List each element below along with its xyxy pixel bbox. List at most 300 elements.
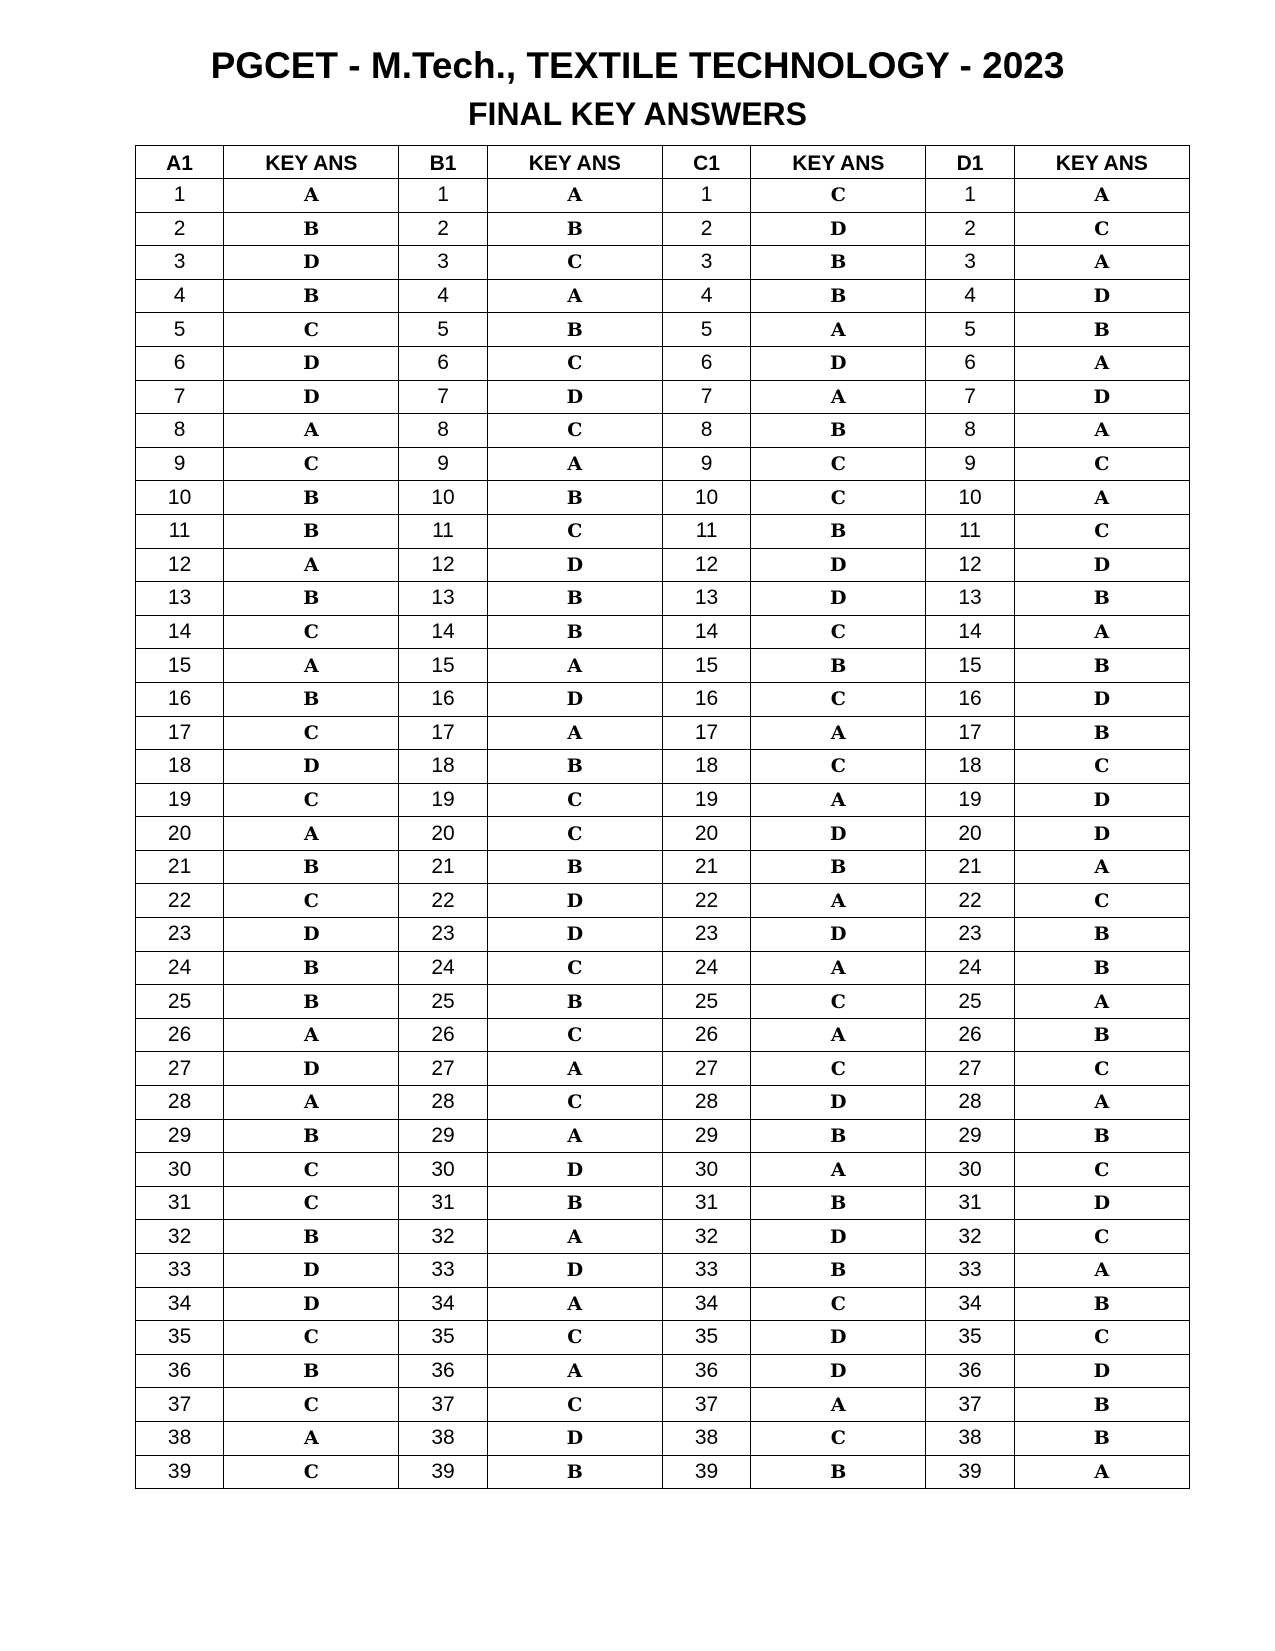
- question-number-b1: 23: [399, 918, 487, 952]
- question-number-c1: 3: [662, 246, 750, 280]
- question-number-b1: 5: [399, 313, 487, 347]
- question-number-b1: 35: [399, 1321, 487, 1355]
- question-number-d1: 2: [926, 212, 1014, 246]
- key-answer-c1: C: [751, 481, 926, 515]
- question-number-b1: 8: [399, 414, 487, 448]
- question-number-d1: 23: [926, 918, 1014, 952]
- key-answer-d1: B: [1014, 649, 1189, 683]
- key-answer-b1: B: [487, 750, 662, 784]
- question-number-a1: 34: [136, 1287, 224, 1321]
- question-number-b1: 18: [399, 750, 487, 784]
- question-number-b1: 25: [399, 985, 487, 1019]
- header-set-b1: B1: [399, 146, 487, 179]
- question-number-a1: 35: [136, 1321, 224, 1355]
- question-number-a1: 5: [136, 313, 224, 347]
- key-answer-b1: D: [487, 548, 662, 582]
- key-answer-d1: A: [1014, 1086, 1189, 1120]
- table-row: [136, 279, 1190, 313]
- key-answer-d1: D: [1014, 783, 1189, 817]
- key-answer-b1: D: [487, 918, 662, 952]
- question-number-c1: 4: [662, 279, 750, 313]
- table-row: [136, 380, 1190, 414]
- question-number-c1: 38: [662, 1421, 750, 1455]
- key-answer-b1: C: [487, 246, 662, 280]
- key-answer-c1: A: [751, 783, 926, 817]
- question-number-a1: 15: [136, 649, 224, 683]
- key-answer-a1: B: [224, 1220, 399, 1254]
- key-answer-d1: B: [1014, 313, 1189, 347]
- question-number-b1: 9: [399, 447, 487, 481]
- question-number-b1: 21: [399, 850, 487, 884]
- question-number-d1: 12: [926, 548, 1014, 582]
- header-key-ans-a1: KEY ANS: [224, 146, 399, 179]
- question-number-d1: 28: [926, 1086, 1014, 1120]
- key-answer-b1: A: [487, 1052, 662, 1086]
- question-number-a1: 11: [136, 514, 224, 548]
- key-answer-d1: A: [1014, 1254, 1189, 1288]
- key-answer-c1: D: [751, 212, 926, 246]
- key-answer-a1: A: [224, 1018, 399, 1052]
- key-answer-b1: C: [487, 346, 662, 380]
- key-answer-b1: C: [487, 1018, 662, 1052]
- key-answer-d1: C: [1014, 750, 1189, 784]
- question-number-b1: 2: [399, 212, 487, 246]
- question-number-a1: 14: [136, 615, 224, 649]
- key-answer-a1: B: [224, 514, 399, 548]
- key-answer-a1: C: [224, 313, 399, 347]
- key-answer-d1: D: [1014, 817, 1189, 851]
- question-number-c1: 28: [662, 1086, 750, 1120]
- question-number-c1: 14: [662, 615, 750, 649]
- key-answer-d1: B: [1014, 918, 1189, 952]
- key-answer-a1: D: [224, 346, 399, 380]
- table-row: [136, 548, 1190, 582]
- key-answer-c1: C: [751, 750, 926, 784]
- table-row: [136, 1354, 1190, 1388]
- question-number-d1: 30: [926, 1153, 1014, 1187]
- table-row: [136, 1254, 1190, 1288]
- key-answer-c1: B: [751, 279, 926, 313]
- question-number-a1: 2: [136, 212, 224, 246]
- table-row: [136, 1052, 1190, 1086]
- key-answer-c1: A: [751, 716, 926, 750]
- question-number-d1: 31: [926, 1186, 1014, 1220]
- key-answer-c1: B: [751, 850, 926, 884]
- question-number-a1: 37: [136, 1388, 224, 1422]
- question-number-a1: 31: [136, 1186, 224, 1220]
- question-number-c1: 22: [662, 884, 750, 918]
- question-number-a1: 30: [136, 1153, 224, 1187]
- header-key-ans-c1: KEY ANS: [751, 146, 926, 179]
- question-number-a1: 25: [136, 985, 224, 1019]
- table-row: [136, 750, 1190, 784]
- key-answer-d1: C: [1014, 1220, 1189, 1254]
- key-answer-d1: A: [1014, 615, 1189, 649]
- key-answer-a1: B: [224, 1119, 399, 1153]
- key-answer-b1: C: [487, 817, 662, 851]
- question-number-d1: 29: [926, 1119, 1014, 1153]
- key-answer-d1: A: [1014, 985, 1189, 1019]
- question-number-d1: 6: [926, 346, 1014, 380]
- key-answer-a1: B: [224, 951, 399, 985]
- question-number-d1: 13: [926, 582, 1014, 616]
- key-answer-a1: B: [224, 985, 399, 1019]
- question-number-b1: 12: [399, 548, 487, 582]
- question-number-c1: 27: [662, 1052, 750, 1086]
- key-answer-b1: B: [487, 313, 662, 347]
- question-number-a1: 13: [136, 582, 224, 616]
- table-row: [136, 212, 1190, 246]
- key-answer-b1: C: [487, 1086, 662, 1120]
- key-answer-c1: D: [751, 817, 926, 851]
- key-answer-c1: D: [751, 1354, 926, 1388]
- question-number-a1: 28: [136, 1086, 224, 1120]
- question-number-c1: 32: [662, 1220, 750, 1254]
- key-answer-d1: B: [1014, 716, 1189, 750]
- key-answer-a1: A: [224, 414, 399, 448]
- question-number-b1: 17: [399, 716, 487, 750]
- question-number-d1: 8: [926, 414, 1014, 448]
- key-answer-b1: C: [487, 1388, 662, 1422]
- table-row: [136, 1455, 1190, 1489]
- question-number-b1: 3: [399, 246, 487, 280]
- question-number-c1: 13: [662, 582, 750, 616]
- key-answer-b1: B: [487, 985, 662, 1019]
- question-number-b1: 7: [399, 380, 487, 414]
- question-number-c1: 8: [662, 414, 750, 448]
- key-answer-d1: B: [1014, 1287, 1189, 1321]
- table-row: [136, 1287, 1190, 1321]
- question-number-a1: 33: [136, 1254, 224, 1288]
- key-answer-c1: D: [751, 918, 926, 952]
- question-number-c1: 19: [662, 783, 750, 817]
- question-number-c1: 20: [662, 817, 750, 851]
- question-number-b1: 33: [399, 1254, 487, 1288]
- question-number-d1: 14: [926, 615, 1014, 649]
- question-number-c1: 29: [662, 1119, 750, 1153]
- key-answer-d1: C: [1014, 1153, 1189, 1187]
- key-answer-a1: A: [224, 649, 399, 683]
- header-set-c1: C1: [662, 146, 750, 179]
- table-row: [136, 1421, 1190, 1455]
- key-answer-a1: C: [224, 615, 399, 649]
- key-answer-b1: B: [487, 850, 662, 884]
- table-row: [136, 1186, 1190, 1220]
- key-answer-a1: C: [224, 447, 399, 481]
- question-number-b1: 28: [399, 1086, 487, 1120]
- question-number-a1: 39: [136, 1455, 224, 1489]
- question-number-d1: 15: [926, 649, 1014, 683]
- key-answer-d1: C: [1014, 447, 1189, 481]
- question-number-a1: 6: [136, 346, 224, 380]
- key-answer-a1: B: [224, 279, 399, 313]
- table-row: [136, 1153, 1190, 1187]
- table-row: [136, 1321, 1190, 1355]
- question-number-b1: 10: [399, 481, 487, 515]
- question-number-a1: 17: [136, 716, 224, 750]
- question-number-d1: 32: [926, 1220, 1014, 1254]
- key-answer-b1: D: [487, 1421, 662, 1455]
- key-answer-b1: A: [487, 1287, 662, 1321]
- key-answer-b1: A: [487, 1220, 662, 1254]
- key-answer-d1: B: [1014, 1018, 1189, 1052]
- page-subtitle: FINAL KEY ANSWERS: [468, 96, 807, 132]
- question-number-b1: 31: [399, 1186, 487, 1220]
- table-row: [136, 649, 1190, 683]
- key-answer-c1: A: [751, 1018, 926, 1052]
- question-number-c1: 18: [662, 750, 750, 784]
- question-number-b1: 38: [399, 1421, 487, 1455]
- question-number-a1: 12: [136, 548, 224, 582]
- table-row: [136, 246, 1190, 280]
- question-number-c1: 15: [662, 649, 750, 683]
- question-number-c1: 33: [662, 1254, 750, 1288]
- question-number-d1: 24: [926, 951, 1014, 985]
- key-answer-c1: B: [751, 1119, 926, 1153]
- header-key-ans-b1: KEY ANS: [487, 146, 662, 179]
- question-number-b1: 14: [399, 615, 487, 649]
- key-answer-b1: A: [487, 716, 662, 750]
- key-answer-b1: A: [487, 1354, 662, 1388]
- key-answer-a1: C: [224, 1388, 399, 1422]
- key-answer-a1: C: [224, 783, 399, 817]
- key-answer-d1: B: [1014, 1119, 1189, 1153]
- key-answer-a1: A: [224, 179, 399, 213]
- key-answer-a1: C: [224, 716, 399, 750]
- key-answer-a1: A: [224, 548, 399, 582]
- key-answer-d1: B: [1014, 951, 1189, 985]
- question-number-a1: 22: [136, 884, 224, 918]
- key-answer-a1: D: [224, 918, 399, 952]
- question-number-a1: 24: [136, 951, 224, 985]
- question-number-a1: 9: [136, 447, 224, 481]
- answer-key-body: [136, 179, 1190, 1489]
- key-answer-b1: A: [487, 1119, 662, 1153]
- key-answer-b1: C: [487, 514, 662, 548]
- key-answer-d1: C: [1014, 884, 1189, 918]
- question-number-d1: 18: [926, 750, 1014, 784]
- question-number-d1: 5: [926, 313, 1014, 347]
- question-number-a1: 27: [136, 1052, 224, 1086]
- key-answer-a1: A: [224, 817, 399, 851]
- question-number-c1: 31: [662, 1186, 750, 1220]
- question-number-a1: 20: [136, 817, 224, 851]
- question-number-b1: 6: [399, 346, 487, 380]
- question-number-b1: 19: [399, 783, 487, 817]
- table-row: [136, 447, 1190, 481]
- key-answer-c1: A: [751, 951, 926, 985]
- key-answer-a1: B: [224, 582, 399, 616]
- key-answer-b1: B: [487, 582, 662, 616]
- table-row: [136, 1388, 1190, 1422]
- key-answer-d1: B: [1014, 582, 1189, 616]
- question-number-c1: 12: [662, 548, 750, 582]
- key-answer-a1: D: [224, 1287, 399, 1321]
- key-answer-c1: B: [751, 1254, 926, 1288]
- question-number-a1: 16: [136, 682, 224, 716]
- key-answer-b1: C: [487, 414, 662, 448]
- question-number-d1: 27: [926, 1052, 1014, 1086]
- question-number-b1: 20: [399, 817, 487, 851]
- key-answer-d1: A: [1014, 346, 1189, 380]
- key-answer-c1: B: [751, 514, 926, 548]
- key-answer-c1: B: [751, 414, 926, 448]
- key-answer-a1: C: [224, 1455, 399, 1489]
- key-answer-a1: D: [224, 1254, 399, 1288]
- key-answer-d1: A: [1014, 414, 1189, 448]
- question-number-d1: 1: [926, 179, 1014, 213]
- question-number-c1: 1: [662, 179, 750, 213]
- key-answer-d1: D: [1014, 682, 1189, 716]
- question-number-a1: 19: [136, 783, 224, 817]
- question-number-c1: 6: [662, 346, 750, 380]
- key-answer-d1: C: [1014, 212, 1189, 246]
- question-number-c1: 36: [662, 1354, 750, 1388]
- key-answer-c1: D: [751, 1220, 926, 1254]
- table-row: [136, 1220, 1190, 1254]
- header-set-d1: D1: [926, 146, 1014, 179]
- question-number-b1: 34: [399, 1287, 487, 1321]
- key-answer-a1: B: [224, 212, 399, 246]
- key-answer-b1: A: [487, 179, 662, 213]
- question-number-d1: 21: [926, 850, 1014, 884]
- question-number-c1: 2: [662, 212, 750, 246]
- question-number-b1: 15: [399, 649, 487, 683]
- key-answer-d1: D: [1014, 1354, 1189, 1388]
- key-answer-c1: D: [751, 346, 926, 380]
- question-number-d1: 38: [926, 1421, 1014, 1455]
- question-number-b1: 27: [399, 1052, 487, 1086]
- question-number-d1: 19: [926, 783, 1014, 817]
- question-number-b1: 29: [399, 1119, 487, 1153]
- table-row: [136, 951, 1190, 985]
- key-answer-c1: D: [751, 582, 926, 616]
- question-number-c1: 26: [662, 1018, 750, 1052]
- question-number-a1: 1: [136, 179, 224, 213]
- question-number-c1: 10: [662, 481, 750, 515]
- key-answer-c1: C: [751, 985, 926, 1019]
- key-answer-b1: D: [487, 380, 662, 414]
- page-title: PGCET - M.Tech., TEXTILE TECHNOLOGY - 2023: [210, 45, 1065, 86]
- table-row: [136, 783, 1190, 817]
- question-number-b1: 32: [399, 1220, 487, 1254]
- key-answer-c1: C: [751, 179, 926, 213]
- table-row: [136, 514, 1190, 548]
- question-number-d1: 11: [926, 514, 1014, 548]
- key-answer-b1: C: [487, 1321, 662, 1355]
- question-number-c1: 5: [662, 313, 750, 347]
- answer-key-table: [135, 145, 1190, 1489]
- header-key-ans-d1: KEY ANS: [1014, 146, 1189, 179]
- key-answer-b1: A: [487, 447, 662, 481]
- key-answer-d1: A: [1014, 481, 1189, 515]
- question-number-a1: 23: [136, 918, 224, 952]
- key-answer-b1: B: [487, 1186, 662, 1220]
- key-answer-c1: A: [751, 1388, 926, 1422]
- key-answer-a1: C: [224, 1153, 399, 1187]
- key-answer-b1: D: [487, 1153, 662, 1187]
- question-number-d1: 7: [926, 380, 1014, 414]
- key-answer-c1: B: [751, 1186, 926, 1220]
- key-answer-d1: D: [1014, 1186, 1189, 1220]
- key-answer-b1: B: [487, 212, 662, 246]
- key-answer-b1: A: [487, 649, 662, 683]
- table-row: [136, 582, 1190, 616]
- table-row: [136, 985, 1190, 1019]
- question-number-d1: 26: [926, 1018, 1014, 1052]
- question-number-d1: 22: [926, 884, 1014, 918]
- key-answer-a1: B: [224, 850, 399, 884]
- key-answer-d1: C: [1014, 1321, 1189, 1355]
- question-number-b1: 16: [399, 682, 487, 716]
- table-row: [136, 1119, 1190, 1153]
- key-answer-a1: D: [224, 380, 399, 414]
- table-row: [136, 682, 1190, 716]
- table-row: [136, 313, 1190, 347]
- question-number-b1: 36: [399, 1354, 487, 1388]
- question-number-c1: 34: [662, 1287, 750, 1321]
- question-number-c1: 7: [662, 380, 750, 414]
- question-number-b1: 30: [399, 1153, 487, 1187]
- question-number-d1: 35: [926, 1321, 1014, 1355]
- question-number-a1: 26: [136, 1018, 224, 1052]
- key-answer-c1: B: [751, 246, 926, 280]
- table-row: [136, 850, 1190, 884]
- key-answer-c1: C: [751, 447, 926, 481]
- question-number-b1: 24: [399, 951, 487, 985]
- question-number-d1: 10: [926, 481, 1014, 515]
- question-number-d1: 3: [926, 246, 1014, 280]
- table-row: [136, 817, 1190, 851]
- key-answer-c1: C: [751, 1421, 926, 1455]
- key-answer-b1: D: [487, 884, 662, 918]
- question-number-b1: 11: [399, 514, 487, 548]
- table-row: [136, 179, 1190, 213]
- table-row: [136, 918, 1190, 952]
- key-answer-b1: B: [487, 615, 662, 649]
- key-answer-a1: A: [224, 1086, 399, 1120]
- question-number-a1: 29: [136, 1119, 224, 1153]
- question-number-c1: 23: [662, 918, 750, 952]
- question-number-c1: 9: [662, 447, 750, 481]
- table-row: [136, 481, 1190, 515]
- question-number-b1: 37: [399, 1388, 487, 1422]
- question-number-a1: 36: [136, 1354, 224, 1388]
- key-answer-b1: C: [487, 951, 662, 985]
- table-header-row: [136, 146, 1190, 179]
- key-answer-d1: D: [1014, 380, 1189, 414]
- table-row: [136, 716, 1190, 750]
- question-number-b1: 39: [399, 1455, 487, 1489]
- key-answer-c1: C: [751, 682, 926, 716]
- question-number-d1: 4: [926, 279, 1014, 313]
- question-number-a1: 32: [136, 1220, 224, 1254]
- key-answer-c1: A: [751, 1153, 926, 1187]
- question-number-a1: 38: [136, 1421, 224, 1455]
- key-answer-b1: B: [487, 1455, 662, 1489]
- key-answer-b1: D: [487, 682, 662, 716]
- key-answer-b1: B: [487, 481, 662, 515]
- key-answer-c1: B: [751, 1455, 926, 1489]
- key-answer-d1: A: [1014, 179, 1189, 213]
- question-number-b1: 26: [399, 1018, 487, 1052]
- question-number-d1: 37: [926, 1388, 1014, 1422]
- key-answer-c1: D: [751, 548, 926, 582]
- key-answer-a1: D: [224, 750, 399, 784]
- key-answer-c1: A: [751, 313, 926, 347]
- question-number-d1: 25: [926, 985, 1014, 1019]
- key-answer-d1: B: [1014, 1421, 1189, 1455]
